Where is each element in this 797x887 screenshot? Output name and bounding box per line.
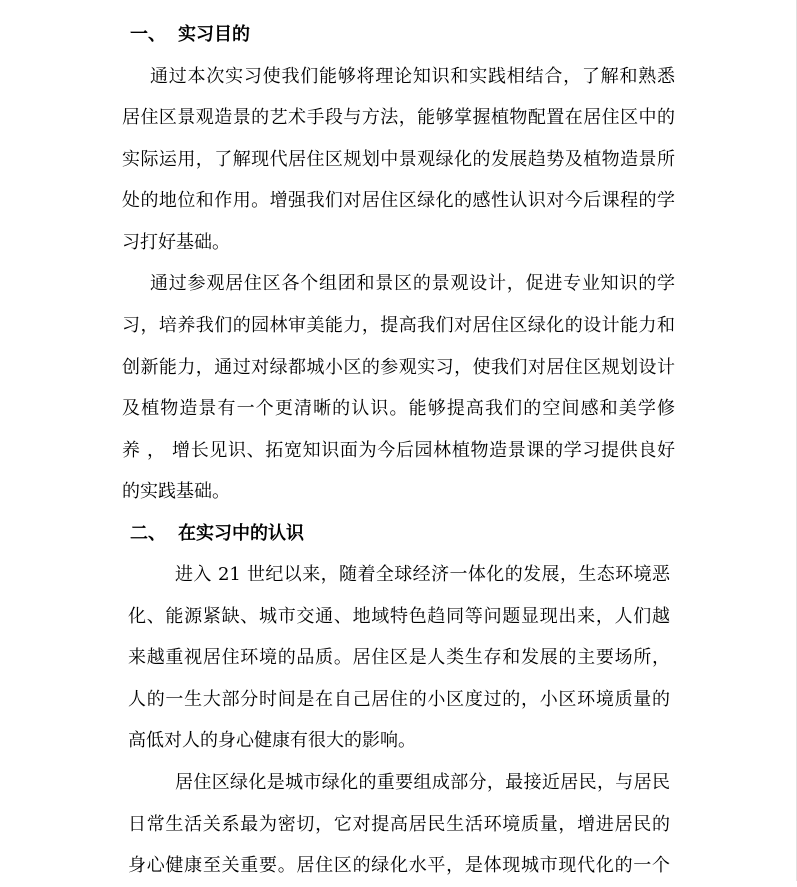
paragraph-line: 身心健康至关重要。居住区的绿化水平，是体现城市现代化的一个 [128,855,670,877]
paragraph-line: 通过本次实习使我们能够将理论知识和实践相结合，了解和熟悉 [150,65,675,87]
paragraph [0,554,797,762]
paragraph-line: 养 ， 增长见识、拓宽知识面为今后园林植物造景课的学习提供良好 [122,439,675,461]
paragraph-line: 进入 21 世纪以来，随着全球经济一体化的发展，生态环境恶 [175,564,670,586]
paragraph [0,263,797,512]
paragraph-line: 及植物造景有一个更清晰的认识。能够提高我们的空间感和美学修 [122,398,675,420]
section-number: 二、 [130,522,166,544]
paragraph-line: 人的一生大部分时间是在自己居住的小区度过的，小区环境质量的 [128,688,670,710]
paragraph-line: 创新能力，通过对绿都城小区的参观实习，使我们对居住区规划设计 [122,356,675,378]
paragraph-line: 的实践基础。 [122,481,230,503]
paragraph [0,762,797,877]
paragraph-line: 来越重视居住环境的品质。居住区是人类生存和发展的主要场所， [128,647,670,669]
section-internship-understanding [0,513,797,877]
section-number: 一、 [130,24,166,46]
document-page [0,14,797,877]
paragraph-line: 通过参观居住区各个组团和景区的景观设计，促进专业知识的学 [150,273,675,295]
section-title: 在实习中的认识 [178,522,304,544]
paragraph-line: 习打好基础。 [122,231,230,253]
section-title: 实习目的 [178,24,250,46]
paragraph-line: 化、能源紧缺、城市交通、地域特色趋同等问题显现出来，人们越 [128,605,670,627]
paragraph [0,56,797,264]
paragraph-line: 习，培养我们的园林审美能力，提高我们对居住区绿化的设计能力和 [122,315,675,337]
section-heading [130,513,675,555]
paragraph-line: 处的地位和作用。增强我们对居住区绿化的感性认识对今后课程的学 [122,190,675,212]
section-internship-purpose [0,14,797,513]
paragraph-line: 居住区景观造景的艺术手段与方法，能够掌握植物配置在居住区中的 [122,107,675,129]
section-heading [130,14,675,56]
paragraph-line: 高低对人的身心健康有很大的影响。 [128,730,416,752]
paragraph-line: 实际运用，了解现代居住区规划中景观绿化的发展趋势及植物造景所 [122,148,675,170]
paragraph-line: 日常生活关系最为密切，它对提高居民生活环境质量，增进居民的 [128,813,670,835]
paragraph-line: 居住区绿化是城市绿化的重要组成部分，最接近居民，与居民 [175,772,670,794]
